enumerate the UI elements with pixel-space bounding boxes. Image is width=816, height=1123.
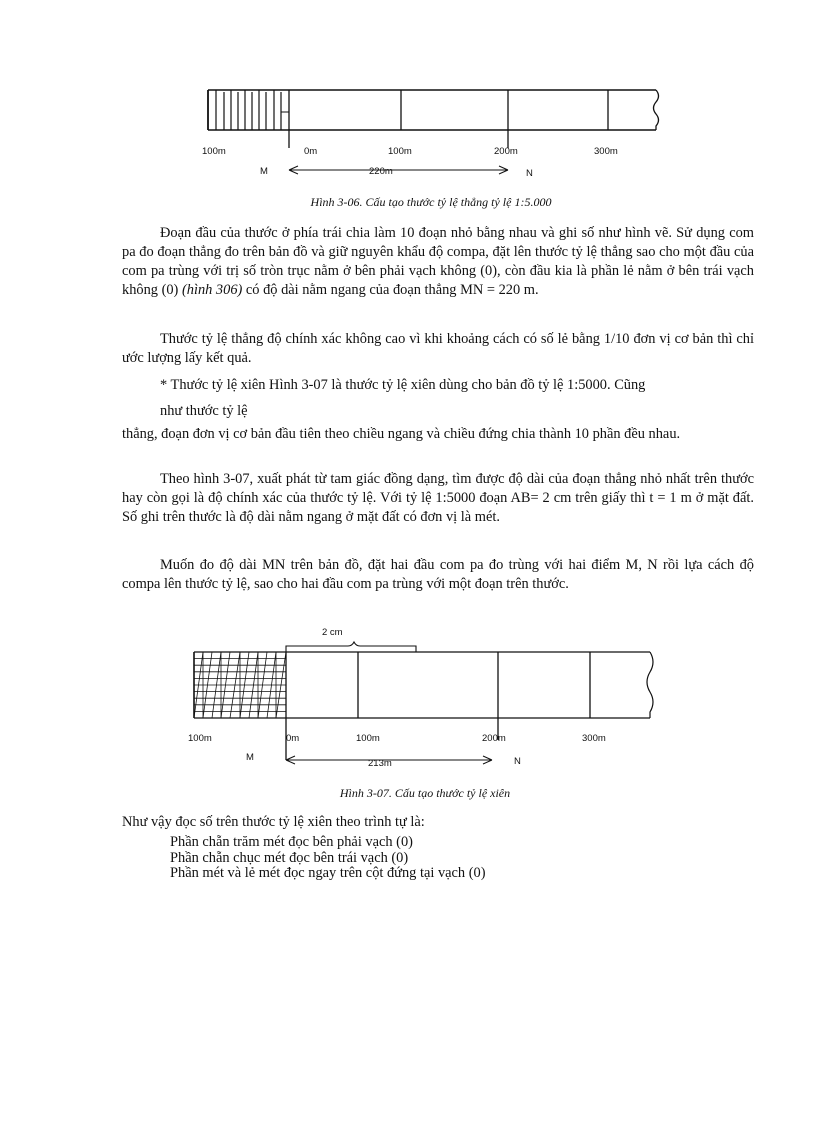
label-distance: 220m [369,166,393,177]
figure2-caption: Hình 3-07. Cấu tạo thước tỷ lệ xiên [339,786,511,800]
paragraph-3c: thẳng, đoạn đơn vị cơ bản đầu tiên theo chiều ngang và chiều đứng chia thành 10 phần đều nhau. [122,426,681,442]
label-zero: 0m [286,733,300,744]
label-point-m: M [260,166,268,177]
paragraph-3b: như thước tỷ lệ [160,403,248,419]
label-two-cm: 2 cm [322,627,343,638]
reading-steps [170,835,486,882]
label-distance: 213m [368,758,392,769]
reading-intro: Như vậy đọc số trên thước tỷ lệ xiên theo trình tự là: [122,814,425,830]
reading-step: Phần chẵn trăm mét đọc bên phải vạch (0) [170,834,413,850]
figure1-caption: Hình 3-06. Cấu tạo thước tỷ lệ thẳng tỷ lệ 1:5.000 [310,195,552,209]
reading-step: Phần chẵn chục mét đọc bên trái vạch (0) [170,849,409,866]
label-point-n: N [514,756,521,767]
figure-diagonal-scale [180,622,670,782]
diagonal-grid [194,652,286,718]
label-100m: 100m [356,733,380,744]
label-300m: 300m [582,733,606,744]
label-100m: 100m [388,146,412,157]
label-left-100m: 100m [202,146,226,157]
label-zero: 0m [304,146,318,157]
label-200m: 200m [494,146,518,157]
label-200m: 200m [482,733,506,744]
label-point-m: M [246,752,254,763]
label-point-n: N [526,168,533,179]
ruler-break-mark [654,90,659,130]
reading-step: Phần mét và lẻ mét đọc ngay trên cột đứng tại vạch (0) [170,865,486,881]
label-left-100m: 100m [188,733,212,744]
paragraph-2: Thước tỷ lệ thẳng độ chính xác không cao vì khi khoảng cách có số lẻ bằng 1/10 đơn vị cơ bản thì chỉ ước lượng lấy kết quả. [122,331,754,366]
straight-scale-drawing [196,82,666,182]
paragraph-4: Theo hình 3-07, xuất phát từ tam giác đồng dạng, tìm được độ dài của đoạn thẳng nhỏ nhất trên thước hay còn gọi là độ chính xác của thước tỷ lệ. Với tỷ lệ 1:5000 đoạn AB= 2 cm trên giấy thì t = 1 m ở mặt đất. Số ghi trên thước là độ dài nằm ngang ở mặt đất có đơn vị là mét. [122,471,754,525]
small-divisions [216,90,281,130]
paragraph-5: Muốn đo độ dài MN trên bản đồ, đặt hai đầu com pa đo trùng với hai điểm M, N rồi lựa cách độ compa lên thước tỷ lệ, sao cho hai đầu com pa trùng với một đoạn trên thước. [122,557,754,592]
two-cm-brace [286,642,416,652]
figure-straight-scale [196,82,666,182]
diagonal-scale-drawing [180,622,670,782]
label-300m: 300m [594,146,618,157]
ruler-break-mark [647,652,653,718]
paragraph-3a: * Thước tỷ lệ xiên Hình 3-07 là thước tỷ lệ xiên dùng cho bản đồ tỷ lệ 1:5000. Cũng [160,377,646,393]
paragraph-1: Đoạn đầu của thước ở phía trái chia làm 10 đoạn nhỏ bằng nhau và ghi số như hình vẽ. Sử dụng com pa đo đoạn thẳng đo trên bản đồ và giữ nguyên khẩu độ compa, đặt lên thước tỷ lệ thẳng sao cho một đầu của com pa trùng với trị số tròn trục nằm ở bên phải vạch không (0), còn đầu kia là phần lẻ nằm ở bên trái vạch không (0) (hình 306) có độ dài nằm ngang của đoạn thẳng MN = 220 m. [122,225,754,298]
